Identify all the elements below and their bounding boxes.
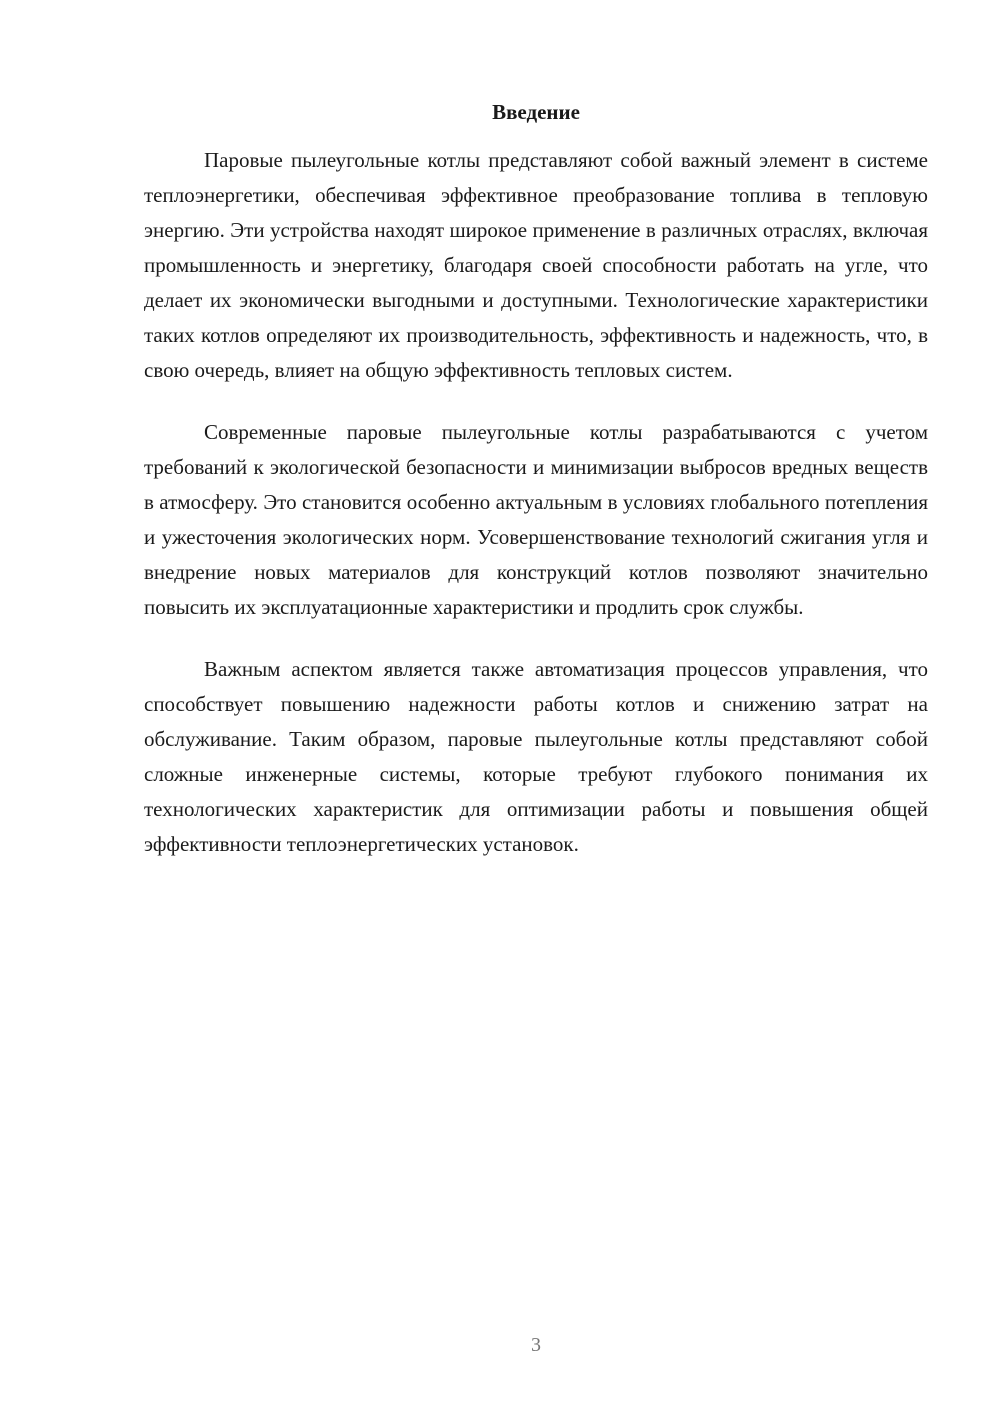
page-number: 3	[531, 1334, 541, 1356]
paragraph-1: Паровые пылеугольные котлы представляют собой важный элемент в системе теплоэнергетики, обеспечивая эффективное преобразование топлива в тепловую энергию. Эти устройства находят широкое применение в различных отраслях, включая промышленность и энергетику, благодаря своей способности работать на угле, что делает их экономически выгодными и доступными. Технологические характеристики таких котлов определяют их производительность, эффективность и надежность, что, в свою очередь, влияет на общую эффективность тепловых систем.	[144, 148, 928, 382]
paragraph-3: Важным аспектом является также автоматизация процессов управления, что способствует повышению надежности работы котлов и снижению затрат на обслуживание. Таким образом, паровые пылеугольные котлы представляют собой сложные инженерные системы, которые требуют глубокого понимания их технологических характеристик для оптимизации работы и повышения общей эффективности теплоэнергетических установок.	[144, 657, 928, 856]
page-title: Введение	[492, 100, 580, 124]
paragraph-2: Современные паровые пылеугольные котлы разрабатываются с учетом требований к экологической безопасности и минимизации выбросов вредных веществ в атмосферу. Это становится особенно актуальным в условиях глобального потепления и ужесточения экологических норм. Усовершенствование технологий сжигания угля и внедрение новых материалов для конструкций котлов позволяют значительно повысить их эксплуатационные характеристики и продлить срок службы.	[144, 420, 928, 619]
document-body	[144, 143, 928, 862]
